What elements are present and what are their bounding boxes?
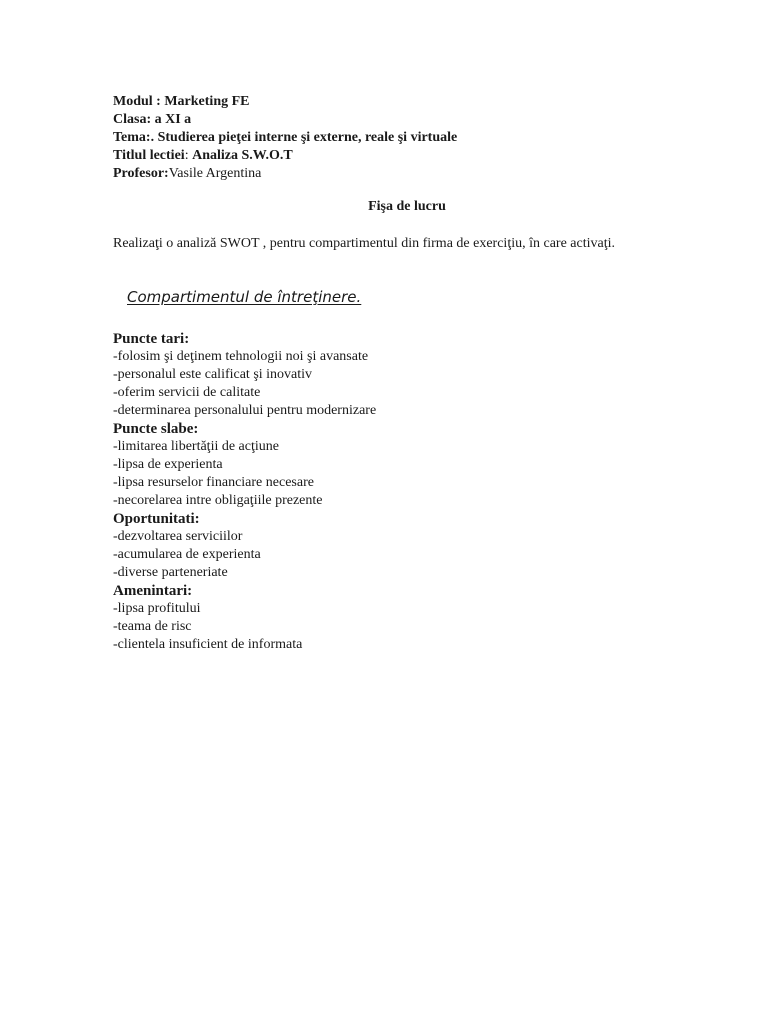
clasa-value: : a XI a [146, 112, 192, 127]
profesor-row [113, 165, 457, 183]
list-item: -necorelarea intre obligaţiile prezente [113, 493, 323, 508]
list-item: -acumularea de experienta [113, 547, 261, 562]
list-item: -personalul este calificat şi inovativ [113, 367, 313, 382]
list-item: -lipsa profitului [113, 601, 201, 616]
opportunities-heading: Oportunitati: [113, 511, 200, 527]
modul-row [113, 93, 457, 111]
threats-heading: Amenintari: [113, 583, 193, 599]
list-item: -limitarea libertăţii de acţiune [113, 439, 279, 454]
modul-label: Modul : [113, 94, 165, 109]
list-item: -lipsa resurselor financiare necesare [113, 475, 314, 490]
modul-value: Marketing FE [164, 94, 250, 109]
list-item: -lipsa de experienta [113, 457, 223, 472]
lesson-header [113, 93, 457, 183]
instruction-text: Realizaţi o analiză SWOT , pentru compartimentul din firma de exerciţiu, în care activaţi. [113, 236, 615, 251]
titlul-row [113, 147, 457, 165]
clasa-row [113, 111, 457, 129]
tema-label: Tema: [113, 130, 151, 145]
list-item: -teama de risc [113, 619, 192, 634]
list-item: -folosim şi deţinem tehnologii noi şi avansate [113, 349, 369, 364]
clasa-label: Clasa [113, 112, 147, 127]
weaknesses-heading: Puncte slabe: [113, 421, 199, 437]
tema-row [113, 129, 457, 147]
worksheet-title: Fişa de lucru [368, 199, 446, 214]
titlul-separator: : [184, 148, 193, 163]
profesor-label: Profesor: [113, 166, 169, 181]
list-item: -determinarea personalului pentru modernizare [113, 403, 377, 418]
titlul-label: Titlul lectiei [113, 148, 185, 163]
list-item: -oferim servicii de calitate [113, 385, 261, 400]
list-item: -diverse parteneriate [113, 565, 228, 580]
list-item: -dezvoltarea serviciilor [113, 529, 243, 544]
titlul-value: Analiza S.W.O.T [192, 148, 293, 163]
strengths-heading: Puncte tari: [113, 331, 190, 347]
department-title: Compartimentul de întreţinere. [127, 288, 362, 306]
list-item: -clientela insuficient de informata [113, 637, 303, 652]
profesor-value: Vasile Argentina [168, 166, 262, 181]
swot-analysis [113, 330, 376, 654]
tema-value: . Studierea pieţei interne şi externe, reale şi virtuale [150, 130, 458, 145]
